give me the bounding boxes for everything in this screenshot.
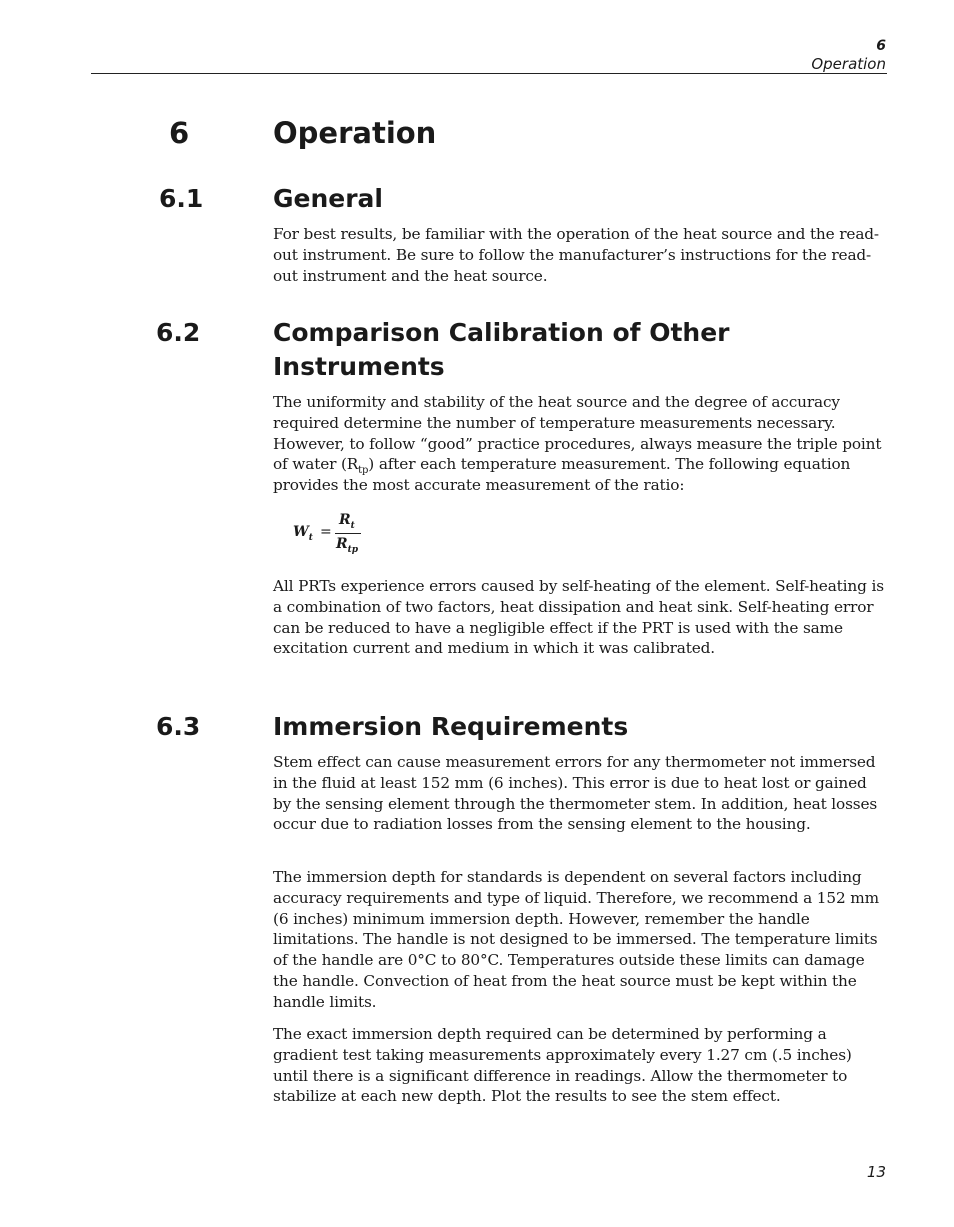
section-6-3-number: 6.3 — [156, 712, 201, 741]
equation-fraction-bar — [335, 533, 361, 534]
section-6-2-title-line-2: Instruments — [273, 352, 445, 381]
section-6-2-paragraph-1 — [273, 392, 887, 496]
section-6-2-paragraph-1-start: The uniformity and stability of the heat source and the degree of accuracy required determine the number of temperature measurements necessary. However, to follow “good” practice procedures, always measure the triple point of water (R — [273, 393, 882, 474]
running-head-chapter-title: Operation — [811, 55, 886, 73]
section-6-2-paragraph-1-end: ) after each temperature measurement. The following equation provides the most accurate measurement of the ratio: — [273, 455, 851, 495]
section-6-2-number: 6.2 — [156, 318, 201, 347]
running-head-chapter-number: 6 — [876, 38, 886, 54]
section-6-1-paragraph: For best results, be familiar with the operation of the heat source and the read-out instrument. Be sure to follow the manufacturer’s instructions for the read-out instrument and the heat source. — [273, 225, 879, 285]
rtp-subscript: tp — [358, 465, 369, 477]
section-6-2-title-line-1: Comparison Calibration of Other — [273, 318, 730, 347]
section-6-1-number: 6.1 — [159, 184, 204, 213]
page-number: 13 — [866, 1163, 886, 1181]
running-head — [811, 38, 886, 73]
section-6-3-paragraph-1: Stem effect can cause measurement errors for any thermometer not immersed in the fluid at least 152 mm (6 inches). This error is due to heat lost or gained by the sensing element through the thermometer stem. In addition, heat losses occur due to radiation losses from the sensing element to the housing. — [273, 753, 878, 834]
section-6-1-title: General — [273, 184, 383, 213]
equation-numerator: $R_t$ — [339, 512, 355, 531]
chapter-title: Operation — [273, 116, 437, 150]
section-6-3-paragraph-3: The exact immersion depth required can be determined by performing a gradient test taking measurements approximately every 1.27 cm (.5 inches) until there is a significant difference in readings. Allow the thermometer to stabilize at each new depth. Plot the results to see the stem effect. — [273, 1025, 852, 1106]
section-6-3-paragraph-2: The immersion depth for standards is dependent on several factors including accuracy requirements and type of liquid. Therefore, we recommend a 152 mm (6 inches) minimum immersion depth. However, remember the handle limitations. The handle is not designed to be immersed. The temperature limits of the handle are 0°C to 80°C. Temperatures outside these limits can damage the handle. Convection of heat from the heat source must be kept within the handle limits. — [273, 868, 879, 1011]
equation-equals-sign: = — [320, 524, 332, 540]
chapter-number: 6 — [169, 116, 190, 150]
equation-denominator: $R_{tp}$ — [336, 536, 359, 555]
header-rule — [91, 73, 887, 74]
section-6-2-paragraph-2: All PRTs experience errors caused by self-heating of the element. Self-heating is a combination of two factors, heat dissipation and heat sink. Self-heating error can be reduced to have a negligible effect if the PRT is used with the same excitation current and medium in which it was calibrated. — [273, 577, 884, 658]
equation-lhs: $W_t$ — [293, 524, 313, 543]
section-6-3-title: Immersion Requirements — [273, 712, 629, 741]
